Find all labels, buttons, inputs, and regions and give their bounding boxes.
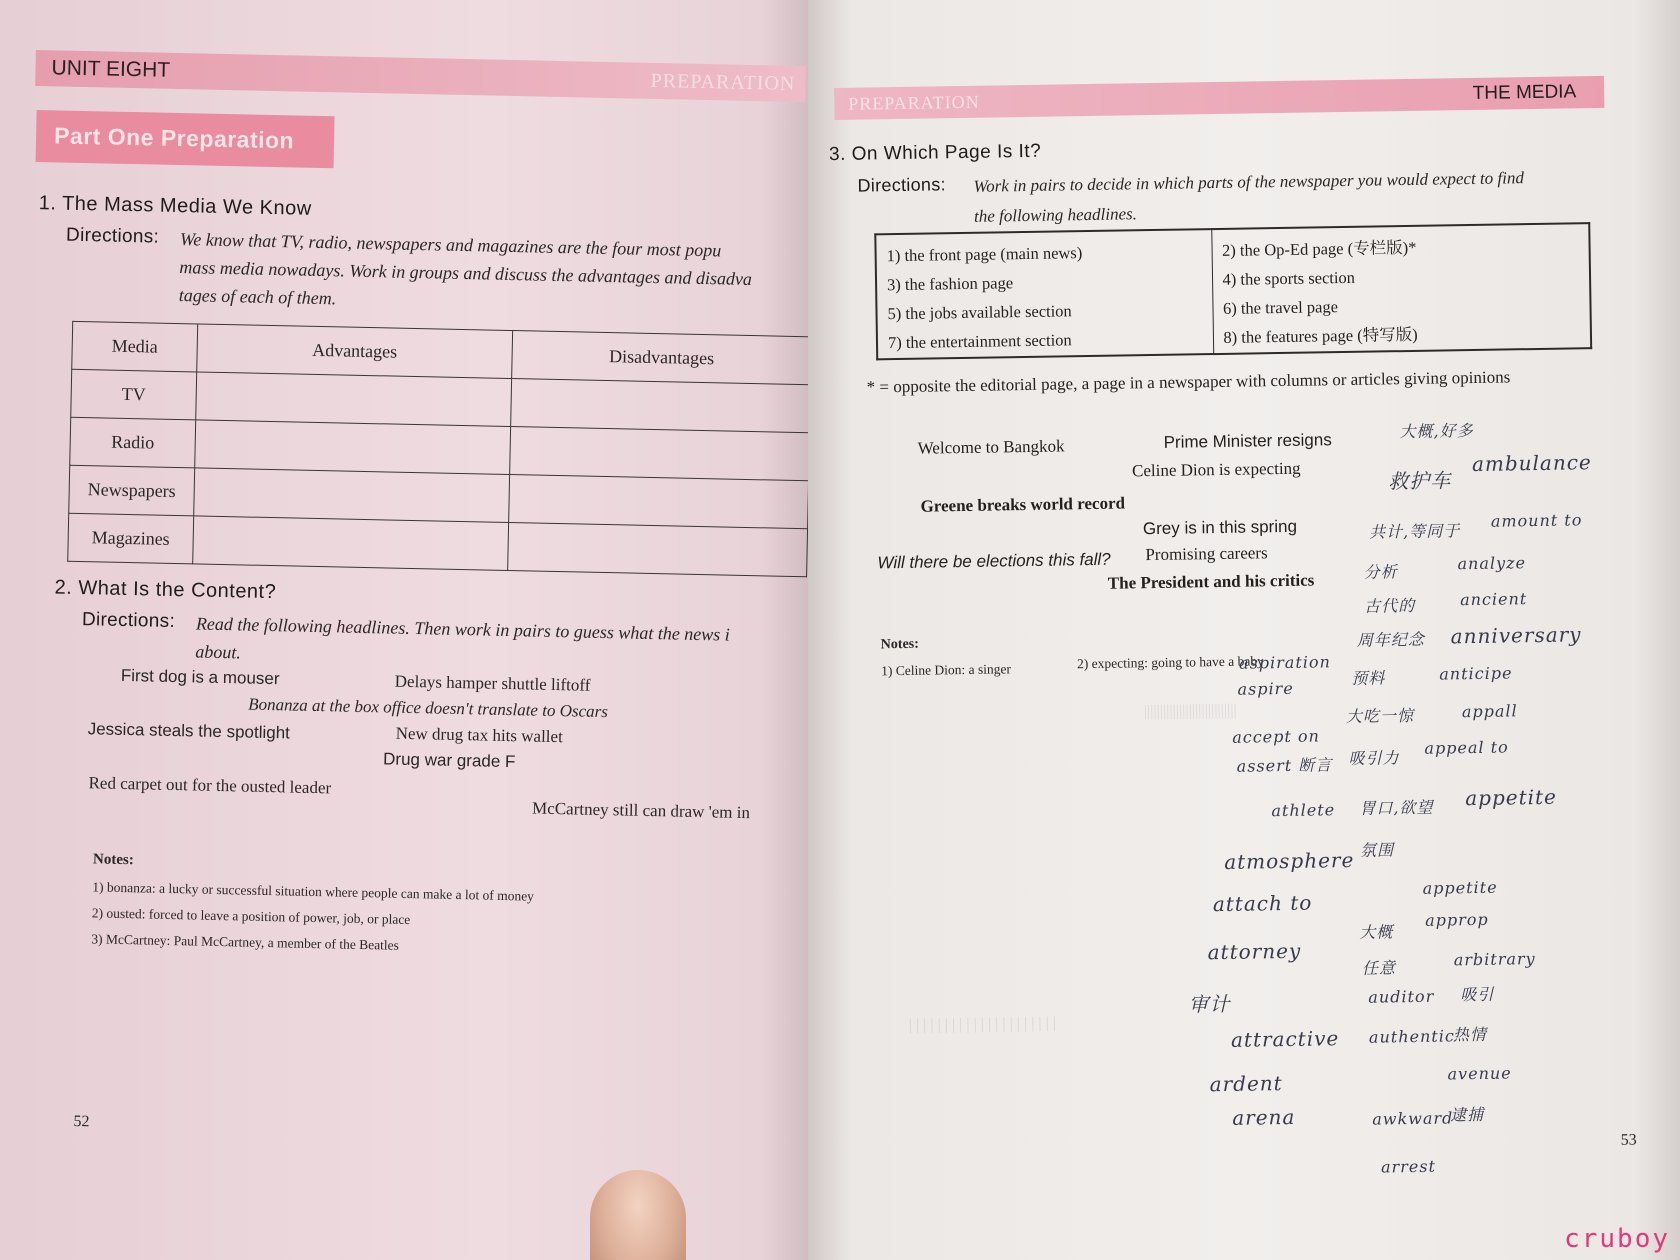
handwritten-note: arena [1232,1104,1296,1130]
headline-celine-dion: Celine Dion is expecting [1131,458,1301,481]
handwritten-note: 审计 [1188,991,1231,1017]
page-option: 3) the fashion page [886,273,1014,295]
handwritten-note: 热情 [1452,1024,1488,1045]
handwritten-note: appeal to [1424,737,1509,758]
note-line: 3) McCartney: Paul McCartney, a member of the Beatles [91,931,400,953]
handwritten-note: attractive [1230,1026,1340,1052]
newspaper-pages-table [874,222,1592,360]
handwritten-note: 古代的 [1364,595,1416,616]
part-banner [36,110,335,168]
preparation-watermark: PREPARATION [848,91,980,114]
headline-bangkok: Welcome to Bangkok [917,436,1065,458]
headline-drug-war: Drug war grade F [382,749,516,772]
page-option: 4) the sports section [1222,267,1356,289]
header-title: THE MEDIA [1472,81,1577,104]
disadvantages-cell[interactable] [511,379,811,433]
preparation-watermark: PREPARATION [650,69,796,95]
handwritten-note: attach to [1212,890,1313,917]
headline-prime-minister: Prime Minister resigns [1163,430,1332,452]
advantages-cell[interactable] [194,468,510,523]
section-3-directions-label: Directions: [857,174,947,196]
handwritten-note: anniversary [1450,622,1582,649]
handwritten-note: accept on [1232,726,1321,747]
headline-president: The President and his critics [1107,570,1315,593]
handwritten-note: awkward [1372,1108,1454,1129]
pages-column-right [1211,223,1591,354]
directions-line: mass media nowadays. Work in groups and discuss the advantages and disadva [179,257,753,290]
handwritten-note: atmosphere [1224,847,1355,874]
headline-greene: Greene breaks world record [920,493,1126,516]
headline-shuttle-liftoff: Delays hamper shuttle liftoff [394,671,591,695]
page-option: 8) the features page (特写版) [1223,324,1418,347]
handwritten-note: 分析 [1363,562,1398,582]
disadvantages-cell[interactable] [509,475,809,529]
pages-column-left [875,229,1213,359]
handwritten-note: analyze [1457,553,1527,574]
directions-line: We know that TV, radio, newspapers and magazines are the four most popu [179,229,722,261]
directions-line: tages of each of them. [178,285,337,309]
handwritten-note: appetite [1422,877,1498,898]
page-number: 53 [1620,1131,1637,1149]
media-cell: Magazines [68,513,194,564]
handwritten-note: athlete [1271,800,1336,821]
handwritten-note: assert 断言 [1236,755,1333,776]
headline-careers: Promising careers [1145,543,1268,565]
table-header-media: Media [72,321,198,372]
handwritten-note: arrest [1380,1156,1437,1177]
advantages-cell[interactable] [193,516,509,571]
media-cell: Newspapers [69,465,195,516]
section-2-heading: 2. What Is the Content? [54,576,277,604]
handwritten-note: 预料 [1351,668,1386,688]
media-table [67,321,812,577]
section-1-directions [179,225,753,321]
notes-title: Notes: [880,636,919,653]
page-option: 7) the entertainment section [887,330,1072,353]
handwritten-note: arbitrary [1453,949,1536,970]
section-3-heading: 3. On Which Page Is It? [828,140,1042,166]
unit-title: UNIT EIGHT [51,56,171,82]
media-header-bar [834,76,1604,120]
directions-line: the following headlines. [973,204,1138,226]
directions-line: about. [195,641,242,663]
page-option: 1) the front page (main news) [886,243,1083,266]
section-2-directions [195,609,730,676]
table-header-advantages: Advantages [197,324,513,379]
left-page [0,0,818,1260]
advantages-cell[interactable] [196,372,512,427]
headline-jessica: Jessica steals the spotlight [87,719,291,743]
footnote: * = opposite the editorial page, a page in a newspaper with columns or articles giving opinions [866,367,1511,397]
notes-title: Notes: [92,851,134,869]
handwritten-note: 任意 [1361,958,1397,978]
show-through-text: ||||||||||||||||||||||||||||| [1143,701,1237,721]
headline-first-dog: First dog is a mouser [120,665,280,689]
handwritten-note: 吸引 [1460,984,1495,1005]
directions-line: Read the following headlines. Then work in pairs to guess what the news i [195,613,731,645]
table-row [875,223,1591,359]
handwritten-note: appetite [1465,784,1558,811]
show-through-text: | | | | | | | | | | | | | | | | | | | | | [908,1014,1057,1034]
right-page-content [828,75,1680,1248]
handwritten-note: 氛围 [1359,840,1395,860]
note-line: 1) bonanza: a lucky or successful situation where people can make a lot of money [92,879,535,904]
handwritten-note: 救护车 [1388,468,1452,494]
section-3-directions [973,163,1524,232]
unit-header-bar [35,50,806,102]
media-cell: Radio [70,417,196,468]
handwritten-note: 周年纪念 [1356,629,1425,650]
headline-drug-tax: New drug tax hits wallet [395,723,563,747]
corner-watermark: cruboy [1564,1224,1670,1254]
thumb [590,1170,686,1260]
page-option: 5) the jobs available section [887,301,1072,324]
handwritten-note: anticipe [1439,663,1513,684]
advantages-cell[interactable] [195,420,511,475]
note-line: 1) Celine Dion: a singer [881,661,1011,679]
handwritten-note: amount to [1490,510,1583,531]
disadvantages-cell[interactable] [510,427,810,481]
right-page [808,0,1680,1260]
handwritten-note: attorney [1207,938,1302,965]
section-1-heading: 1. The Mass Media We Know [38,192,312,220]
handwritten-note: 大概 [1359,922,1394,942]
headline-red-carpet: Red carpet out for the ousted leader [88,773,332,798]
handwritten-note: aspire [1237,678,1294,699]
page-number: 52 [73,1113,90,1131]
handwritten-note: 大概,好多 [1399,420,1474,442]
left-page-content [11,46,818,1242]
handwritten-note: ardent [1209,1071,1283,1097]
handwritten-note: 胃口,欲望 [1359,797,1434,818]
headline-mccartney: McCartney still can draw 'em in [531,798,751,823]
handwritten-note: approp [1424,909,1489,930]
page-option: 6) the travel page [1222,297,1339,318]
part-banner-label: Part One Preparation [53,122,295,154]
disadvantages-cell[interactable] [508,523,808,577]
headline-bonanza: Bonanza at the box office doesn't translate to Oscars [248,694,609,722]
section-1-directions-label: Directions: [65,224,160,248]
handwritten-note: ancient [1459,589,1528,610]
note-line: 2) ousted: forced to leave a position of power, job, or place [91,905,411,928]
handwritten-note: 大吃一惊 [1345,705,1415,727]
page-option: 2) the Op-Ed page (专栏版)* [1221,237,1417,260]
headline-grey: Grey is in this spring [1142,516,1298,539]
section-2-directions-label: Directions: [81,609,176,633]
handwritten-note: authentic [1368,1026,1455,1047]
table-header-disadvantages: Disadvantages [512,331,812,385]
handwritten-note: ambulance [1471,450,1592,477]
note-line: 2) expecting: going to have a baby [1076,653,1264,672]
media-cell: TV [71,369,197,420]
handwritten-note: 逮捕 [1450,1104,1485,1125]
handwritten-note: avenue [1447,1063,1512,1084]
handwritten-note: auditor [1368,986,1435,1007]
headline-elections: Will there be elections this fall? [877,549,1111,573]
handwritten-note: 吸引力 [1348,748,1400,768]
handwritten-note: aspiration [1238,652,1332,673]
directions-line: Work in pairs to decide in which parts of the newspaper you would expect to find [973,168,1525,196]
handwritten-note: 共计,等同于 [1368,521,1461,542]
handwritten-note: appall [1461,701,1518,722]
